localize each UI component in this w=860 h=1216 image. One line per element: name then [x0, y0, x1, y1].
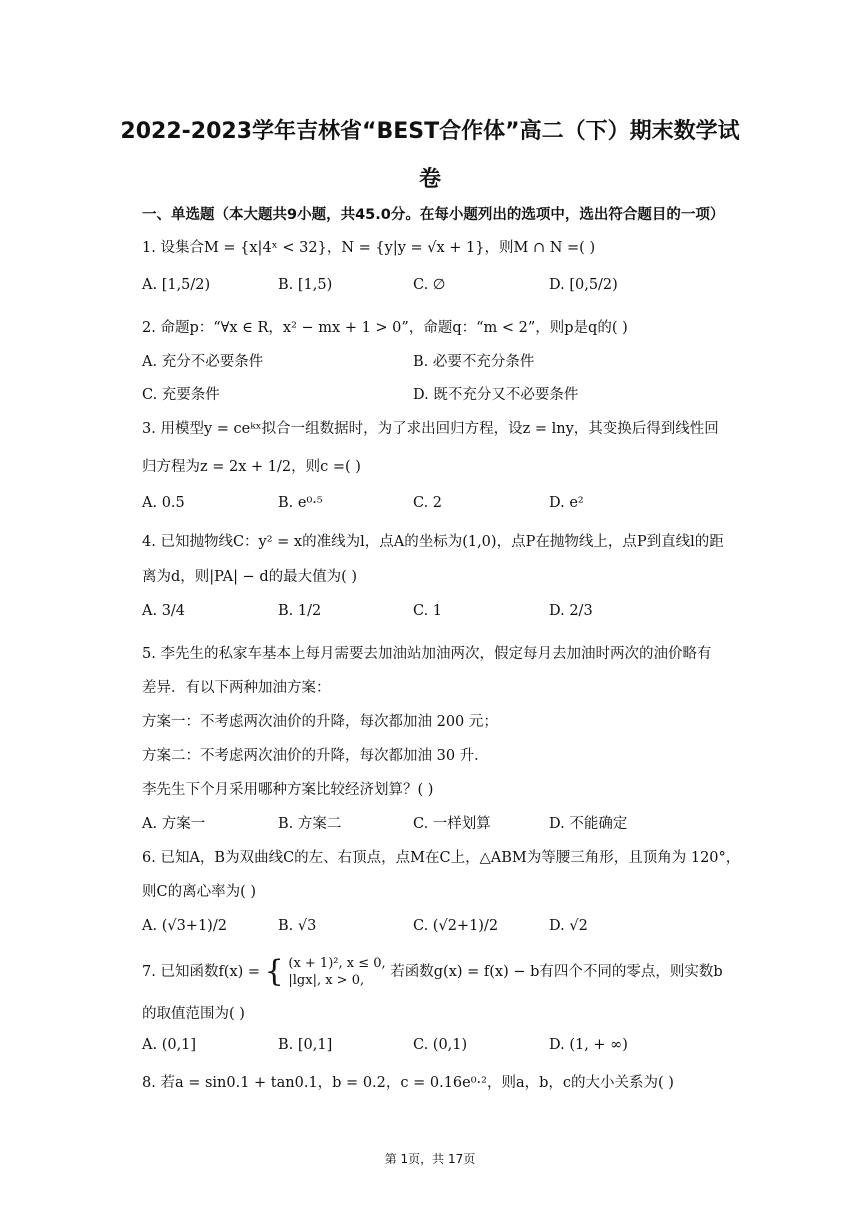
- question-2-stem: 2. 命题p：“∀x ∈ R，x² − mx + 1 > 0”，命题q：“m < 2”，则p是q的( ): [142, 320, 628, 336]
- question-5-option-c: C. 一样划算: [413, 816, 491, 832]
- question-7-stem-suffix: 若函数g(x) = f(x) − b有四个不同的零点，则实数b: [390, 964, 723, 980]
- question-2-option-a: A. 充分不必要条件: [142, 354, 264, 370]
- question-7-stem-line-2: 的取值范围为( ): [142, 1006, 245, 1022]
- question-5-plan-1: 方案一：不考虑两次油价的升降，每次都加油 200 元；: [142, 714, 498, 730]
- question-6-stem-line-1: 6. 已知A，B为双曲线C的左、右顶点，点M在C上，△ABM为等腰三角形，且顶角为 120°，: [142, 850, 741, 866]
- question-3-option-c: C. 2: [413, 495, 443, 511]
- question-6-option-d: D. √2: [549, 918, 588, 934]
- title-line-2: 卷: [418, 167, 441, 192]
- question-1-option-d: D. [0,5/2): [549, 277, 618, 293]
- question-2-option-b: B. 必要不充分条件: [413, 354, 535, 370]
- title-line-1: 2022-2023学年吉林省“BEST合作体”高二（下）期末数学试: [120, 119, 740, 144]
- question-6-option-c: C. (√2+1)/2: [413, 918, 499, 934]
- question-7-option-c: C. (0,1): [413, 1037, 468, 1053]
- question-1-option-c: C. ∅: [413, 277, 446, 293]
- question-5-option-a: A. 方案一: [142, 816, 206, 832]
- question-3-option-b: B. e⁰·⁵: [278, 495, 323, 511]
- question-3-option-d: D. e²: [549, 495, 584, 511]
- section-heading: 一、单选题（本大题共9小题，共45.0分。在每小题列出的选项中，选出符合题目的一项）: [142, 207, 725, 223]
- question-7-option-b: B. [0,1]: [278, 1037, 333, 1053]
- question-7-stem-prefix: 7. 已知函数f(x) =: [142, 964, 261, 980]
- question-4-option-d: D. 2/3: [549, 603, 593, 619]
- question-7-option-a: A. (0,1]: [142, 1037, 197, 1053]
- question-5-stem-line-1: 5. 李先生的私家车基本上每月需要去加油站加油两次，假定每月去加油时两次的油价略有: [142, 646, 712, 662]
- question-1-stem: 1. 设集合M = {x|4ˣ < 32}，N = {y|y = √x + 1}，则M ∩ N =( ): [142, 240, 596, 256]
- question-4-option-a: A. 3/4: [142, 603, 186, 619]
- question-4-stem-line-1: 4. 已知抛物线C：y² = x的准线为l，点A的坐标为(1,0)，点P在抛物线上，点P到直线l的距: [142, 534, 724, 550]
- question-5-option-b: B. 方案二: [278, 816, 342, 832]
- question-3-option-a: A. 0.5: [142, 495, 185, 511]
- question-2-option-c: C. 充要条件: [142, 387, 220, 403]
- question-5-option-d: D. 不能确定: [549, 816, 628, 832]
- question-1-option-a: A. [1,5/2): [142, 277, 211, 293]
- question-5-stem-line-2: 差异．有以下两种加油方案：: [142, 680, 331, 696]
- piecewise-case-1: (x + 1)², x ≤ 0,: [288, 956, 386, 971]
- question-1-option-b: B. [1,5): [278, 277, 333, 293]
- piecewise-case-2: |lgx|, x > 0,: [288, 973, 365, 988]
- question-5-plan-2: 方案二：不考虑两次油价的升降，每次都加油 30 升．: [142, 748, 489, 764]
- piecewise-cases: [288, 955, 385, 989]
- question-2-option-d: D. 既不充分又不必要条件: [413, 387, 579, 403]
- question-6-option-a: A. (√3+1)/2: [142, 918, 227, 934]
- question-7-stem-line-1: [142, 955, 723, 989]
- page-footer: 第 1页，共 17页: [384, 1152, 476, 1166]
- question-4-option-c: C. 1: [413, 603, 443, 619]
- question-3-stem-line-2: 归方程为z = 2x + 1/2，则c =( ): [142, 459, 361, 475]
- question-7-option-d: D. (1, + ∞): [549, 1037, 628, 1053]
- piecewise-brace: {: [264, 954, 284, 989]
- question-4-option-b: B. 1/2: [278, 603, 322, 619]
- question-4-stem-line-2: 离为d，则|PA| − d的最大值为( ): [142, 569, 358, 585]
- question-3-stem-line-1: 3. 用模型y = ceᵏˣ拟合一组数据时，为了求出回归方程，设z = lny，其变换后得到线性回: [142, 421, 719, 437]
- exam-title: [80, 108, 780, 204]
- question-5-stem-line-3: 李先生下个月采用哪种方案比较经济划算？( ): [142, 782, 434, 798]
- question-8-stem: 8. 若a = sin0.1 + tan0.1，b = 0.2，c = 0.16e⁰·²，则a，b，c的大小关系为( ): [142, 1075, 674, 1091]
- question-6-option-b: B. √3: [278, 918, 317, 934]
- question-6-stem-line-2: 则C的离心率为( ): [142, 884, 257, 900]
